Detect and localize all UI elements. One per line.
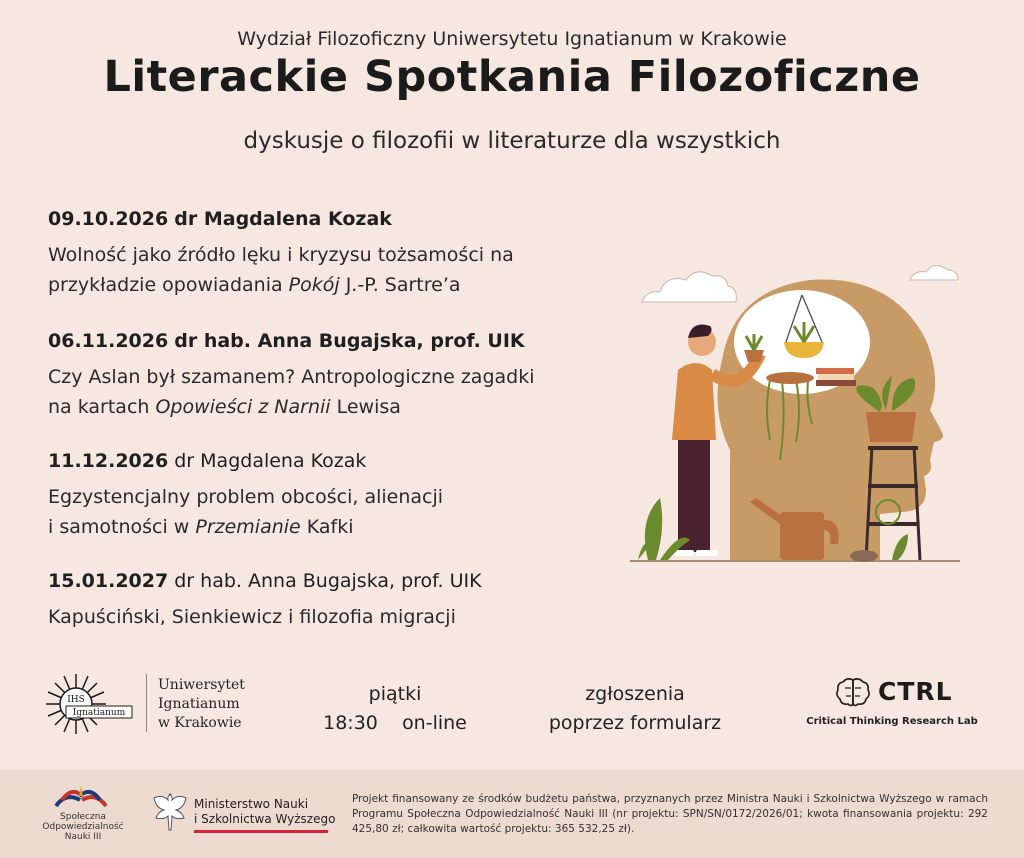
reading-head-illustration (630, 250, 970, 580)
logo-letters: IHS (67, 695, 85, 705)
signup-line: poprzez formularz (548, 712, 722, 734)
event-title-text: przykładzie opowiadania (48, 274, 289, 296)
event-speaker: dr Magdalena Kozak (174, 450, 367, 472)
schedule-day: piątki (368, 683, 422, 705)
eagle-emblem-icon (148, 790, 190, 836)
event-speaker: dr hab. Anna Bugajska, prof. UIK (174, 330, 525, 352)
program-name-line: Nauki III (64, 832, 102, 842)
books-icon (816, 368, 856, 386)
ctrl-subtitle: Critical Thinking Research Lab (806, 716, 978, 727)
ministry-name-line: i Szkolnictwa Wyższego (194, 812, 336, 826)
program-name (28, 812, 138, 842)
event-title-work: Opowieści z Narnii (155, 396, 331, 418)
event-title-work: Przemianie (195, 516, 301, 538)
ministry-name-line: Ministerstwo Nauki (194, 797, 309, 811)
event-date: 11.12.2026 (48, 450, 169, 472)
event-date: 09.10.2026 (48, 208, 169, 230)
event-title-author: J.-P. Sartre’a (339, 274, 461, 296)
event-date: 06.11.2026 (48, 330, 169, 352)
funding-note: Projekt finansowany ze środków budżetu państwa, przyznanych przez Ministra Nauki i Szkolnictwa Wyższego w ramach Programu Społeczna Odpowiedzialność Nauki III (nr projektu: SPN/SN/0172/2026/01; kwota finansowania projektu: 292 425,80 zł; całkowita wartość projektu: 365 532,25 zł). (352, 793, 988, 835)
event-title-line: Wolność jako źródło lęku i kryzysu tożsamości na (48, 244, 514, 266)
faculty-name: Wydział Filozoficzny Uniwersytetu Ignatianum w Krakowie (237, 28, 787, 50)
schedule-time: 18:30 (323, 712, 378, 734)
event-item (48, 208, 608, 300)
program-name-line: Odpowiedzialność (42, 822, 124, 832)
schedule-info (310, 680, 480, 738)
event-title-work: Pokój (288, 274, 340, 296)
university-name-line: Ignatianum (158, 696, 240, 712)
event-title-author: Lewisa (330, 396, 401, 418)
signup-info (530, 680, 740, 738)
logo-wordmark: Ignatianum (72, 708, 126, 718)
program-logo-icon (52, 780, 110, 812)
ignatianum-logo-icon (46, 672, 136, 736)
signup-line: zgłoszenia (585, 683, 685, 705)
event-title-text: i samotności w (48, 516, 196, 538)
event-title-line: Egzystencjalny problem obcości, alienacji (48, 486, 444, 508)
schedule-mode: on-line (402, 712, 467, 734)
event-title-author: Kafki (300, 516, 354, 538)
university-name (158, 676, 245, 733)
event-title-text: na kartach (48, 396, 156, 418)
page-title: Literackie Spotkania Filozoficzne (103, 52, 921, 102)
logo-divider (146, 674, 147, 732)
university-name-line: w Krakowie (158, 715, 242, 731)
brain-icon (836, 676, 870, 708)
event-item (48, 330, 608, 422)
ctrl-logo-text: CTRL (878, 677, 953, 706)
event-item (48, 450, 608, 542)
event-speaker: dr Magdalena Kozak (174, 208, 392, 230)
event-item (48, 570, 608, 632)
ministry-name (194, 797, 335, 827)
event-title-line: Czy Aslan był szamanem? Antropologiczne zagadki (48, 366, 535, 388)
program-name-line: Społeczna (60, 812, 106, 822)
ministry-accent-bar (194, 830, 328, 833)
university-name-line: Uniwersytet (158, 677, 245, 693)
event-date: 15.01.2027 (48, 570, 169, 592)
event-title-line: Kapuściński, Sienkiewicz i filozofia migracji (48, 606, 456, 628)
event-speaker: dr hab. Anna Bugajska, prof. UIK (174, 570, 482, 592)
page-subtitle: dyskusje o filozofii w literaturze dla wszystkich (243, 128, 781, 154)
